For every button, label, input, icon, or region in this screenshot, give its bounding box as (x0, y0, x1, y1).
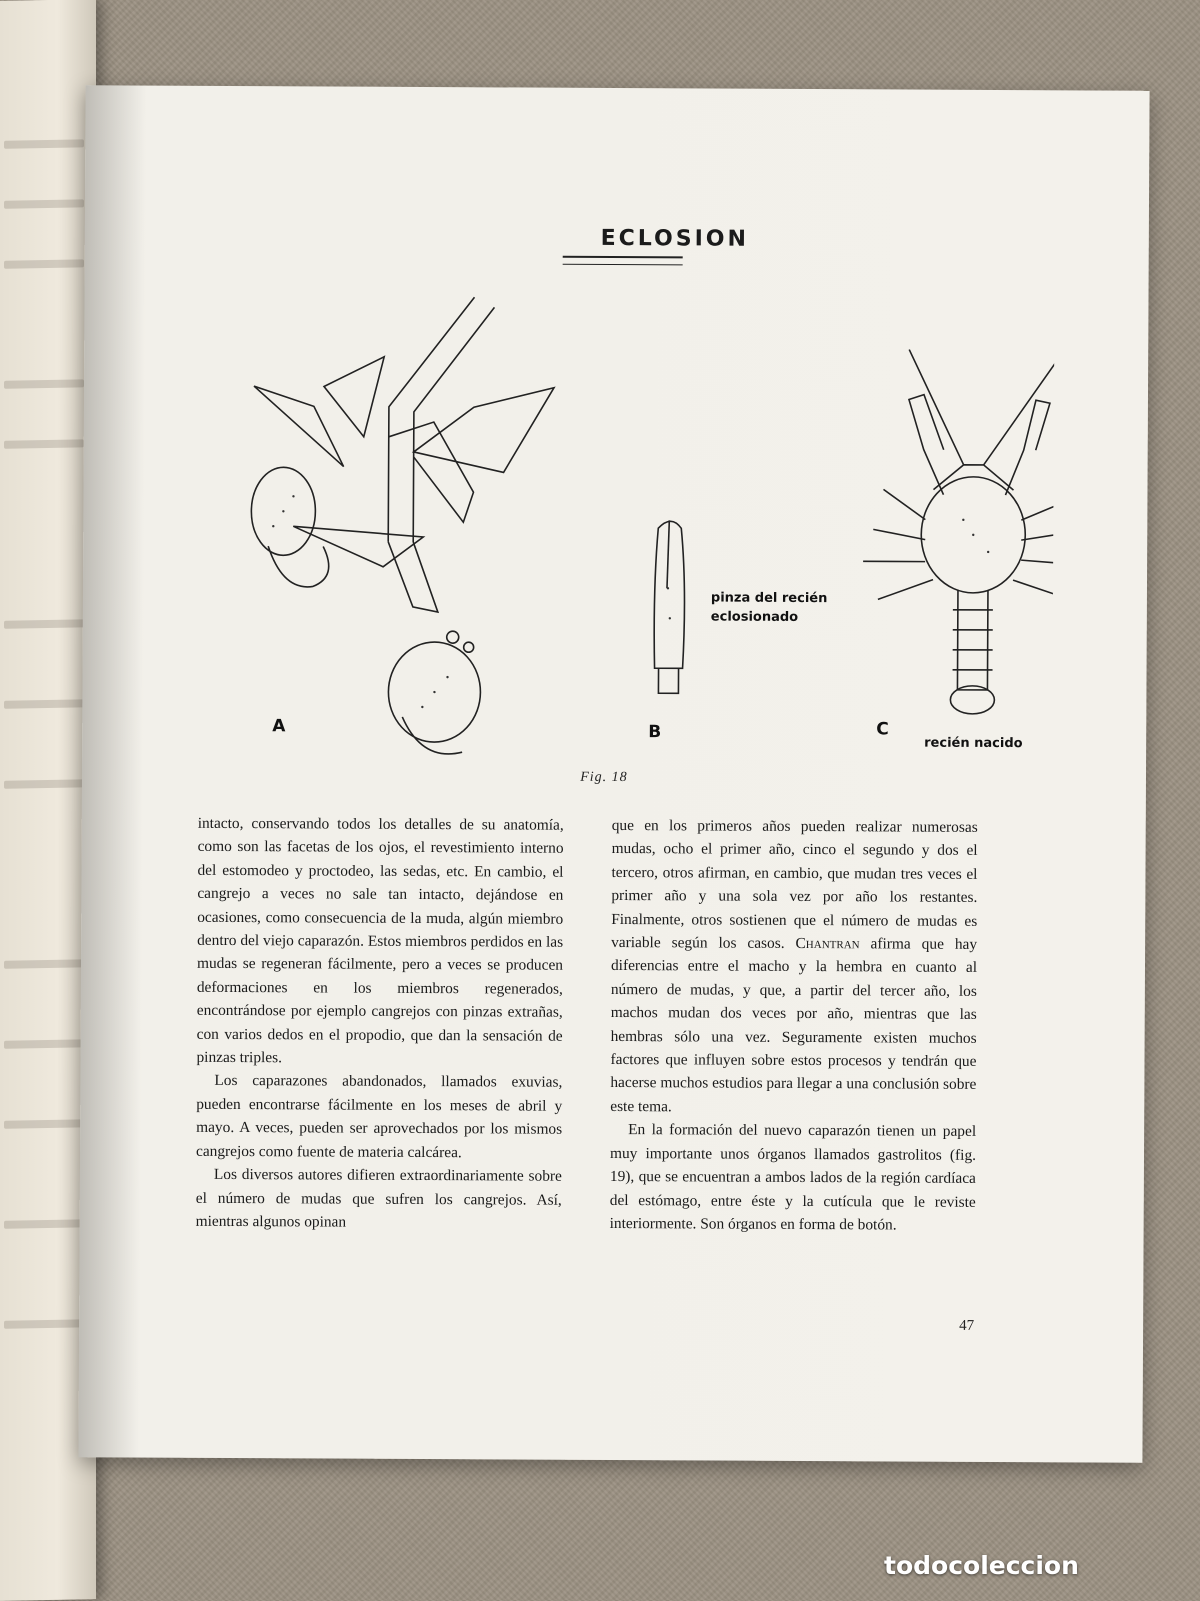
book-page (78, 85, 1149, 1463)
paragraph: intacto, conservando todos los detalles de su anatomía, como son las facetas de los ojos, el revestimiento interno del estomodeo y proctodeo, las sedas, etc. En cambio, el cangrejo a veces no sale tan intacto, dejándose en ocasiones, como consecuencia de la muda, algún miembro dentro del viejo caparazón. Estos miembros perdidos en las mudas se regeneran fácilmente, pero a veces se producen deformaciones en los miembros regenerados, encontrándose por ejemplo cangrejos con pinzas extrañas, con varios dedos en el propodio, que dan la sensación de pinzas triples. (196, 814, 564, 1067)
paragraph: En la formación del nuevo caparazón tienen un papel muy importante unos órganos llamados gastrolitos (fig. 19), que se encuentran a ambos lados de la región cardíaca del estómago, entre éste y la cutícula que le reviste interiormente. Son órganos en forma de botón. (609, 1121, 977, 1234)
paragraph-text: que en los primeros años pueden realizar numerosas mudas, ocho el primer año, cinco el segundo y dos el tercero, otros afirman, en cambio, que mudan tres veces el primer año y una sola vez por año los restantes. Finalmente, otros sostienen que el número de mudas es variable según los casos. (611, 816, 978, 952)
hatching-illustration (172, 286, 1054, 761)
figure-label-b: B (648, 722, 662, 743)
bleed-text-line (4, 259, 84, 268)
bleed-text-line (4, 1219, 84, 1228)
newborn-note: recién nacido (924, 735, 1023, 752)
bleed-text-line (4, 1319, 84, 1328)
paragraph-text: afirma que hay diferencias entre el macho y la hembra en cuanto al número de mudas, y que, a partir del tercer año, los machos mudan dos veces por año, mientras que las hembras sólo una vez. Seguramente existen muchos factores que influyen sobre estos procesos y tendrán que hacerse muchos estudios para llegar a una conclusión sobre este tema. (610, 935, 978, 1116)
bleed-text-line (4, 1119, 84, 1128)
bleed-text-line (4, 959, 84, 968)
bleed-text-line (4, 379, 84, 388)
title-underline (563, 256, 683, 266)
paragraph (610, 814, 978, 1120)
bleed-text-line (4, 199, 84, 208)
figure-label-c: C (876, 719, 889, 740)
page-title: ECLOSION (600, 225, 749, 252)
paragraph: Los diversos autores difieren extraordinariamente sobre el número de mudas que sufren los cangrejos. Así, mientras algunos opinan (195, 1166, 562, 1231)
paragraph: Los caparazones abandonados, llamados exuvias, pueden encontrarse fácilmente en los meses de abril y mayo. A veces, pueden ser aprovechados por los mismos cangrejos como fuente de materia calcárea. (195, 1072, 563, 1161)
watermark-logo: todocoleccion (884, 1551, 1079, 1580)
bleed-text-line (4, 699, 84, 708)
gutter-shadow (78, 85, 145, 1457)
figure-label-a: A (272, 716, 286, 737)
figure-18 (172, 286, 1054, 761)
bleed-text-line (4, 1039, 84, 1048)
author-name: Chantran (795, 934, 860, 953)
figure-caption: Fig. 18 (580, 769, 628, 786)
pincer-note (711, 589, 828, 628)
bleed-text-line (4, 439, 84, 448)
bleed-text-line (4, 619, 84, 628)
pincer-note-line2: eclosionado (710, 609, 799, 625)
left-text-column (196, 812, 564, 1235)
bleed-text-line (4, 139, 84, 148)
pincer-note-line1: pinza del recién (710, 590, 828, 607)
page-number: 47 (959, 1317, 975, 1334)
bleed-text-line (4, 779, 84, 788)
right-text-column (610, 814, 978, 1237)
